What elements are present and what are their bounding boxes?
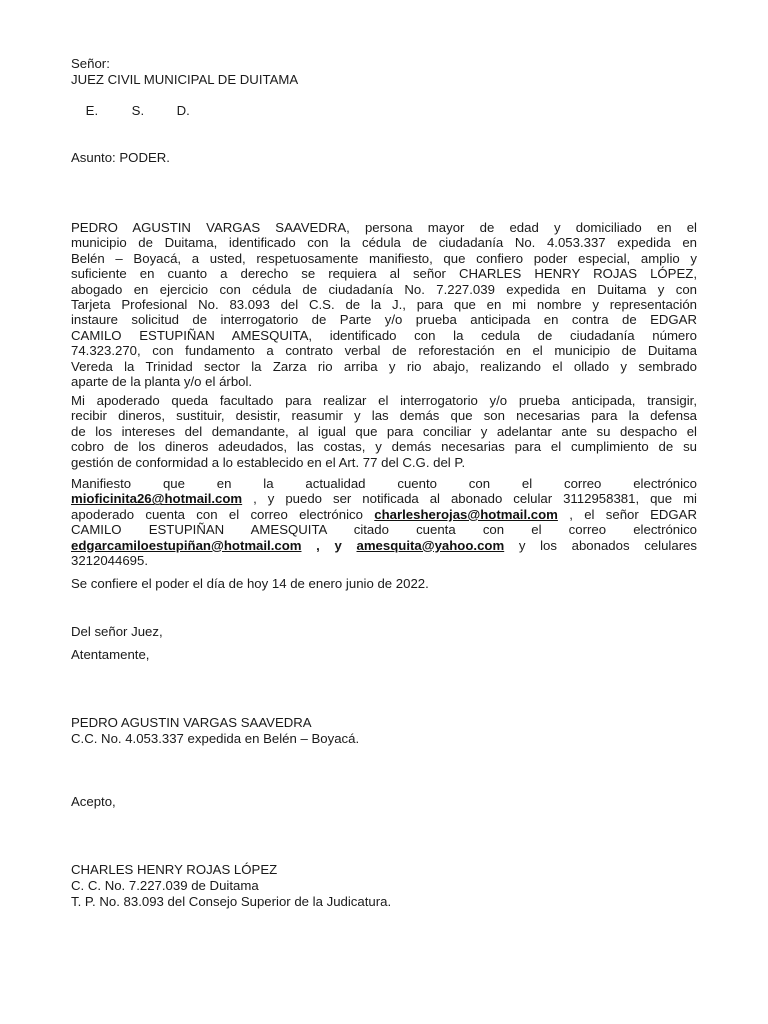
attorney-card: T. P. No. 83.093 del Consejo Superior de la Judicatura. bbox=[71, 894, 392, 909]
paragraph-segment: , y puedo ser notificada al abonado celular 3112958381, que mi bbox=[253, 491, 697, 507]
connector-text: , y bbox=[316, 537, 342, 553]
email-link-defendant[interactable]: edgarcamiloestupiñan@hotmail.com bbox=[71, 537, 302, 553]
closing-greeting: Del señor Juez, bbox=[71, 624, 163, 639]
paragraph-line: Mi apoderado queda facultado para realizar el interrogatorio y/o prueba anticipada, transigir, bbox=[71, 393, 697, 408]
closing-valediction: Atentamente, bbox=[71, 647, 150, 662]
paragraph-line: recibir dineros, sustituir, desistir, reasumir y las demás que son necesarias para la defensa bbox=[71, 408, 697, 424]
paragraph-contact-emails bbox=[71, 476, 697, 568]
paragraph-line: Manifiesto que en la actualidad cuento con el correo electrónico bbox=[71, 476, 697, 491]
subject-line: Asunto: PODER. bbox=[71, 150, 170, 165]
paragraph-line: instaure solicitud de interrogatorio de Parte y/o prueba anticipada en contra de EDGAR bbox=[71, 312, 697, 328]
paragraph-line bbox=[71, 538, 697, 553]
paragraph-line: CAMILO ESTUPIÑAN AMESQUITA, identificado con la cedula de ciudadanía número bbox=[71, 327, 697, 343]
paragraph-power-grant bbox=[71, 220, 697, 389]
paragraph-line: suficiente en cuanto a derecho se requiera al señor CHARLES HENRY ROJAS LÓPEZ, bbox=[71, 266, 697, 282]
paragraph-line: cobro de los dineros adeudados, las costas, y demás necesarias para el cumplimiento de su bbox=[71, 439, 697, 455]
signatory-id: C.C. No. 4.053.337 expedida en Belén – Boyacá. bbox=[71, 731, 360, 746]
signatory-name: PEDRO AGUSTIN VARGAS SAAVEDRA bbox=[71, 715, 312, 730]
email-link-defendant-alt[interactable]: amesquita@yahoo.com bbox=[356, 537, 505, 553]
paragraph-segment: , el señor EDGAR bbox=[569, 506, 697, 522]
email-link-attorney[interactable]: charlesherojas@hotmail.com bbox=[374, 506, 558, 522]
paragraph-line: abogado en ejercicio con cédula de ciudadanía No. 7.227.039 expedida en Duitama y con bbox=[71, 281, 697, 297]
paragraph-faculties bbox=[71, 393, 697, 470]
email-link-client[interactable]: mioficinita26@hotmail.com bbox=[71, 491, 243, 507]
esd-line bbox=[71, 88, 190, 134]
paragraph-line: de los intereses del demandante, al igual que para conciliar y adelantar ante su despacho el bbox=[71, 423, 697, 439]
salutation: Señor: bbox=[71, 56, 110, 71]
acceptance-label: Acepto, bbox=[71, 794, 116, 809]
paragraph-line bbox=[71, 507, 697, 522]
paragraph-line: 74.323.270, con fundamento a contrato verbal de reforestación en el municipio de Duitama bbox=[71, 343, 697, 359]
date-line: Se confiere el poder el día de hoy 14 de enero junio de 2022. bbox=[71, 576, 429, 591]
paragraph-line: Belén – Boyacá, a usted, respetuosamente manifiesto, que confiero poder especial, amplio y bbox=[71, 250, 697, 266]
paragraph-line: PEDRO AGUSTIN VARGAS SAAVEDRA, persona mayor de edad y domiciliado en el bbox=[71, 220, 697, 235]
paragraph-line: municipio de Duitama, identificado con la cédula de ciudadanía No. 4.053.337 expedida en bbox=[71, 235, 697, 251]
attorney-id: C. C. No. 7.227.039 de Duitama bbox=[71, 878, 259, 893]
esd-s: S. bbox=[131, 103, 145, 119]
paragraph-line: CAMILO ESTUPIÑAN AMESQUITA citado cuenta con el correo electrónico bbox=[71, 522, 697, 538]
paragraph-line bbox=[71, 491, 697, 506]
paragraph-line: gestión de conformidad a lo establecido en el Art. 77 del C.G. del P. bbox=[71, 454, 466, 470]
esd-e: E. bbox=[85, 103, 99, 119]
attorney-name: CHARLES HENRY ROJAS LÓPEZ bbox=[71, 862, 278, 877]
paragraph-line: Tarjeta Profesional No. 83.093 del C.S. de la J., para que en mi nombre y representación bbox=[71, 297, 697, 313]
paragraph-segment: y los abonados celulares bbox=[518, 537, 698, 553]
paragraph-segment: apoderado cuenta con el correo electrónico bbox=[71, 506, 363, 522]
addressee: JUEZ CIVIL MUNICIPAL DE DUITAMA bbox=[71, 72, 299, 87]
paragraph-line: Vereda la Trinidad sector la Zarza rio arriba y rio abajo, realizando el ollado y sembrado bbox=[71, 358, 697, 374]
paragraph-line: 3212044695. bbox=[71, 553, 149, 569]
esd-d: D. bbox=[176, 103, 190, 119]
paragraph-line: aparte de la planta y/o el árbol. bbox=[71, 374, 253, 390]
